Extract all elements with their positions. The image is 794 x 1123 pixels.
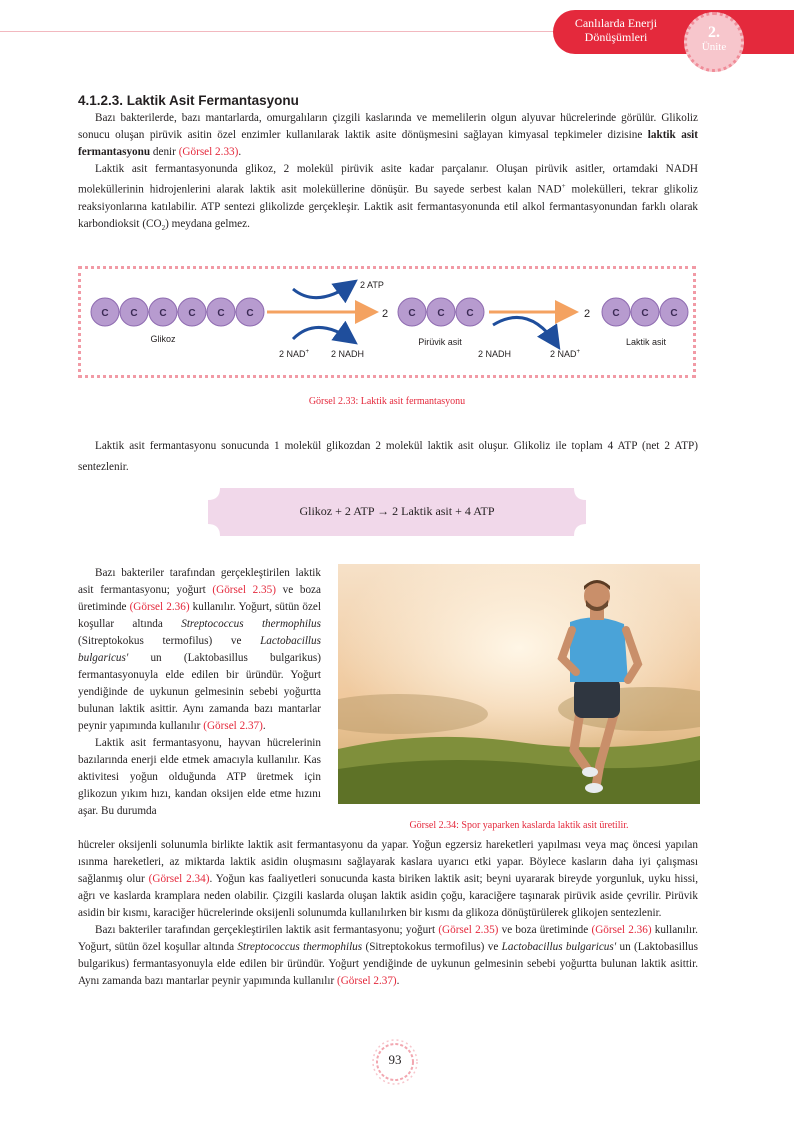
text-run: . xyxy=(262,720,266,732)
page-number: 93 xyxy=(388,1052,402,1067)
figure-caption-233: Görsel 2.33: Laktik asit fermantasyonu xyxy=(308,396,466,407)
figure-reference: (Görsel 2.33) xyxy=(178,146,239,158)
text-run: (Sitreptokokus termofilus) ve xyxy=(78,635,261,647)
pyruvic-coefficient: 2 xyxy=(381,308,389,320)
carbon-symbol: C xyxy=(641,308,649,319)
carbon-symbol: C xyxy=(408,308,416,319)
text-run: Bazı bakteriler tarafından gerçekleştirilen laktik asit fermantasyonu; yoğurt xyxy=(78,567,321,596)
text-run: kullanılır. Yoğurt, sütün özel koşullar altında xyxy=(78,924,698,953)
pyruvic-label: Pirüvik asit xyxy=(418,337,462,347)
text-run: kullanılır. Yoğurt, sütün özel koşullar altında xyxy=(78,601,321,630)
runner-illustration xyxy=(338,564,700,804)
figure-reference: (Görsel 2.35) xyxy=(212,584,276,596)
text-run: Bazı bakteriler tarafından gerçekleştirilen laktik asit fermantasyonu; yoğurt xyxy=(95,924,439,936)
carbon-symbol: C xyxy=(466,308,474,319)
fermentation-diagram-svg xyxy=(81,269,693,375)
figure-caption-234: Görsel 2.34: Spor yaparken kaslarda laktik asit üretilir. xyxy=(409,820,629,831)
chapter-title-line2: Dönüşümleri xyxy=(584,30,648,44)
carbon-symbol: C xyxy=(130,308,138,319)
lactic-chain xyxy=(602,298,688,326)
fermentation-diagram xyxy=(78,266,696,378)
text-run: Laktik asit fermantasyonunda glikoz, 2 molekül pirüvik asite kadar parçalanır. Oluşan pirüvik asitler, ortamdaki NADH moleküllerinin hidrojenlerini alarak laktik asit moleküllerine dönüşür. Bu sayede serbest kalan NAD xyxy=(78,163,698,196)
nadh-in-label: 2 NADH xyxy=(478,349,512,359)
intro-paragraph-2 xyxy=(78,161,698,237)
header-rule xyxy=(0,31,560,32)
text-run: ve boza üretiminde xyxy=(78,584,321,613)
unit-label: Ünite xyxy=(701,41,727,53)
nad-in-charge: + xyxy=(305,349,310,355)
nadh-to-nad-curve xyxy=(493,317,557,345)
nad-out-label xyxy=(550,349,581,359)
species-name: Streptococcus thermophilus xyxy=(237,941,363,953)
bottom-paragraph-2 xyxy=(78,922,698,990)
figure-reference: (Görsel 2.36) xyxy=(129,601,190,613)
text-run: un (Laktobasillus bulgarikus) fermantasyonuyla elde edilen bir üründür. Yoğurt yendiğinde de uykunun gelmesinin sebebi yoğurtta bulunan laktik asittir. Aynı zamanda bazı mantarlar peynir yapımında kullanılır xyxy=(78,941,699,987)
key-term: laktik asit fermantasyonu xyxy=(78,129,699,158)
text-run: ) meydana gelmez. xyxy=(165,217,250,230)
mid-paragraph: Laktik asit fermantasyonu sonucunda 1 molekül glikozdan 2 molekül laktik asit oluşur. Glikoliz ile toplam 4 ATP (net 2 ATP) sentezlenir. xyxy=(78,440,698,473)
nad-out-charge: + xyxy=(576,349,581,355)
figure-reference: (Görsel 2.37) xyxy=(337,975,397,987)
carbon-symbol: C xyxy=(101,308,109,319)
nad-in-label xyxy=(279,349,310,359)
lactic-coefficient: 2 xyxy=(583,308,591,320)
carbon-symbol: C xyxy=(159,308,167,319)
text-run: (Sitreptokokus termofilus) ve xyxy=(362,941,502,953)
pyruvic-chain xyxy=(398,298,484,326)
unit-badge xyxy=(684,12,744,72)
figure-reference: (Görsel 2.34) xyxy=(148,873,210,885)
intro-text xyxy=(78,110,698,237)
lactic-label: Laktik asit xyxy=(625,337,667,347)
unit-number: 2. xyxy=(708,24,720,41)
species-name: Lactobacillus bulgaricus' xyxy=(78,635,321,664)
subscript: 2 xyxy=(161,223,166,232)
nad-in-curve xyxy=(293,327,353,341)
text-run: hücreler oksijenli solunumla birlikte laktik asit fermantasyonu da yapar. Yoğun egzersiz hareketleri yapılması veya maç öncesi yapılan ısınma hareketleri, az miktarda laktik asidin oluşmasını sağlayarak kaslara uyarıcı etki yapar. Böylece kasların daha iyi çalışması sağlanmış olur xyxy=(78,839,698,885)
chapter-title xyxy=(560,16,672,44)
mid-text xyxy=(78,436,698,478)
carbon-symbol: C xyxy=(612,308,620,319)
nad-in-text: 2 NAD xyxy=(279,349,306,359)
page-number-badge xyxy=(371,1038,419,1086)
atp-out-curve xyxy=(293,283,353,298)
text-run: . Yoğun kas faaliyetleri sonucunda kasta biriken laktik asit; beyni uyararak bireyde yorgunluk, uyku hissi, ağrı ve kaslarda kramplara neden olabilir. Çizgili kaslarda oluşan laktik asidin çoğu, karaciğere taşınarak pirüvik aside çevrilir. Pirüvik asidin bir kısmı, karaciğer hücrelerinde oksijenli solunumda kullanılırken bir kısmı da glikoza dönüştürülerek glikojen sentezlenir. xyxy=(78,873,698,919)
text-run: un (Laktobasillus bulgarikus) fermantasyonuyla elde edilen bir üründür. Yoğurt yendiğinde de uykunun gelmesinin sebebi yoğurtta bulunan laktik asittir. Aynı zamanda bazı mantarlar peynir yapımında kullanılır xyxy=(78,652,321,732)
species-name: Lactobacillus bulgaricus' xyxy=(501,941,617,953)
carbon-symbol: C xyxy=(217,308,225,319)
left-paragraph-1 xyxy=(78,565,321,735)
figure-reference: (Görsel 2.36) xyxy=(591,924,652,936)
carbon-symbol: C xyxy=(246,308,254,319)
section-heading: 4.1.2.3. Laktik Asit Fermantasyonu xyxy=(78,93,299,108)
chapter-title-line1: Canlılarda Enerji xyxy=(574,16,658,30)
left-paragraph-2: Laktik asit fermantasyonu, hayvan hücrelerinin bazılarında enerji elde etmek amacıyla kullanılır. Kas aktivitesi yoğun olduğunda ATP üretmek için glikozun yıkım hızı, kandan oksijen elde etme hızını aşar. Bu durumda xyxy=(78,737,321,817)
text-run: ve boza üretiminde xyxy=(498,924,592,936)
superscript: + xyxy=(561,182,566,190)
carbon-symbol: C xyxy=(188,308,196,319)
nad-out-text: 2 NAD xyxy=(550,349,577,359)
glucose-label: Glikoz xyxy=(150,334,176,344)
equation: Glikoz + 2 ATP → 2 Laktik asit + 4 ATP xyxy=(299,504,495,518)
carbon-symbol: C xyxy=(437,308,445,319)
text-run: denir xyxy=(150,146,179,158)
figure-reference: (Görsel 2.35) xyxy=(438,924,499,936)
atp-out-label: 2 ATP xyxy=(360,280,384,290)
bottom-paragraph-1 xyxy=(78,837,698,922)
intro-paragraph-1 xyxy=(78,110,698,161)
carbon-symbol: C xyxy=(670,308,678,319)
text-run: . xyxy=(238,146,242,158)
text-run: . xyxy=(396,975,400,987)
bottom-text xyxy=(78,837,698,990)
text-run: Bazı bakterilerde, bazı mantarlarda, omurgalıların çizgili kaslarında ve memelilerin olgun alyuvar hücrelerinde görülür. Glikoliz sonucu oluşan pirüvik asitin özel enzimler kullanılarak laktik asite dönüşmesini sağlayan kimyasal tepkimeler dizisine xyxy=(78,112,698,141)
nadh-out-label: 2 NADH xyxy=(331,349,365,359)
glucose-chain xyxy=(91,298,264,326)
figure-reference: (Görsel 2.37) xyxy=(203,720,263,732)
text-run: molekülleri, tekrar glikoliz reaksiyonlarına katılabilir. ATP sentezi glikolizde gerçekleşir. Laktik asit fermantasyonunda etil alkol fermantasyonundan farklı olarak karbondioksit (CO xyxy=(78,183,698,230)
runner-photo xyxy=(338,564,700,804)
left-column-text xyxy=(78,565,321,820)
species-name: Streptococcus thermophilus xyxy=(181,618,321,630)
